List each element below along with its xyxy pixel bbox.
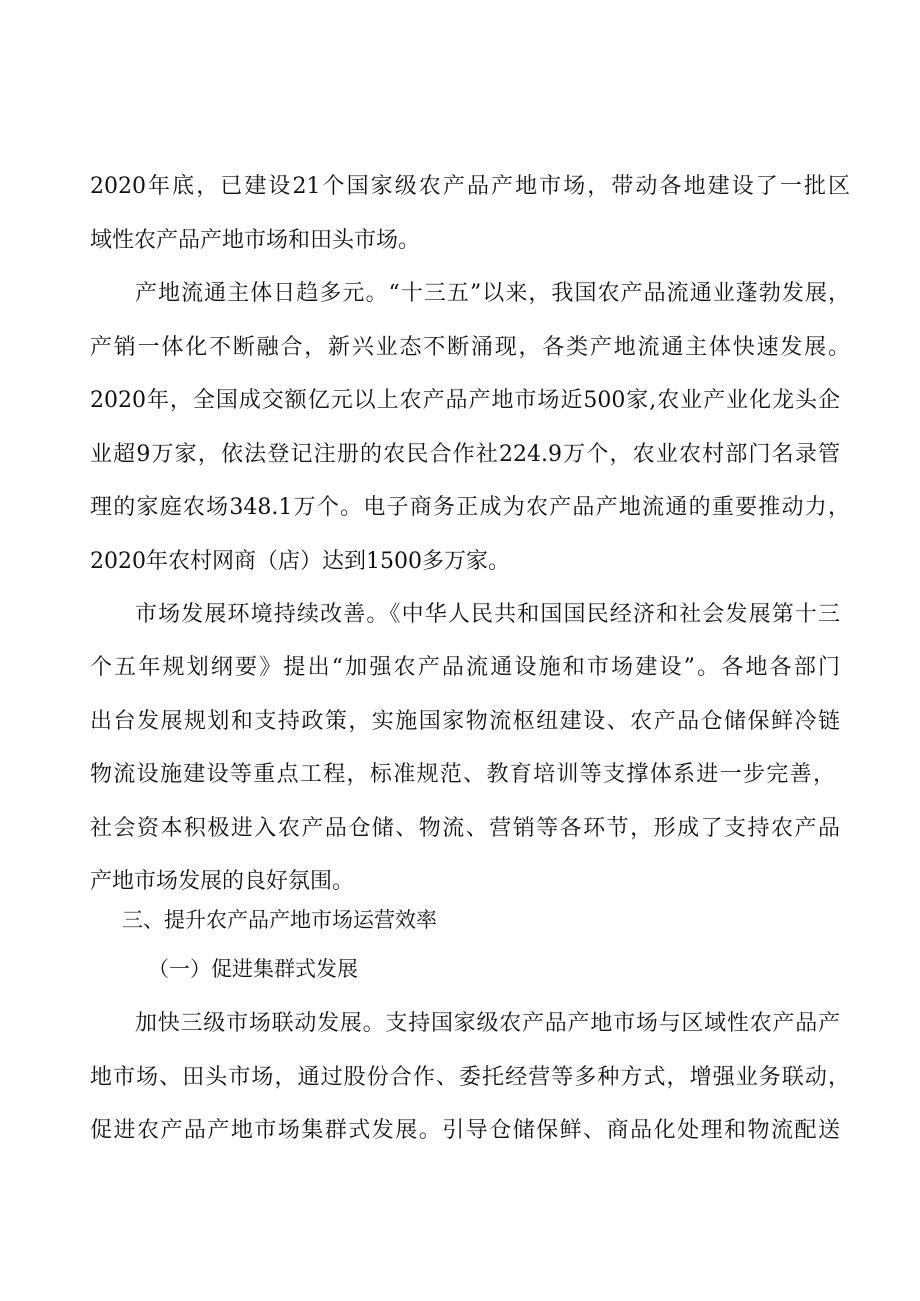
paragraph-line: 2020年底，已建设21个国家级农产品产地市场，带动各地建设了一批区 (90, 174, 850, 199)
paragraph-line: 地市场、田头市场，通过股份合作、委托经营等多种方式，增强业务联动， (90, 1065, 850, 1090)
paragraph-line: 产地市场发展的良好氛围。 (90, 869, 355, 894)
paragraph-line: 业超9万家，依法登记注册的农民合作社224.9万个，农业农村部门名录管 (90, 442, 840, 467)
paragraph-line: 促进农产品产地市场集群式发展。引导仓储保鲜、商品化处理和物流配送 (90, 1118, 840, 1143)
paragraph-line: 2020年，全国成交额亿元以上农产品产地市场近500家,农业产业化龙头企 (90, 388, 840, 413)
paragraph-line: 社会资本积极进入农产品仓储、物流、营销等各环节，形成了支持农产品 (90, 816, 840, 841)
paragraph-line: 个五年规划纲要》提出“加强农产品流通设施和市场建设”。各地各部门 (90, 655, 840, 680)
subsection-heading: （一）促进集群式发展 (148, 957, 358, 981)
paragraph-line: 2020年农村网商（店）达到1500多万家。 (90, 549, 510, 574)
paragraph-line: 物流设施建设等重点工程，标准规范、教育培训等支撑体系进一步完善， (90, 762, 835, 787)
paragraph-line: 产销一体化不断融合，新兴业态不断涌现，各类产地流通主体快速发展。 (90, 335, 850, 360)
paragraph-line: 加快三级市场联动发展。支持国家级农产品产地市场与区域性农产品产 (135, 1011, 840, 1036)
paragraph-line: 产地流通主体日趋多元。“十三五”以来，我国农产品流通业蓬勃发展， (135, 281, 850, 306)
section-heading: 三、提升农产品产地市场运营效率 (122, 908, 437, 932)
paragraph-line: 出台发展规划和支持政策，实施国家物流枢纽建设、农产品仓储保鲜冷链 (90, 709, 840, 734)
paragraph-line: 理的家庭农场348.1万个。电子商务正成为农产品产地流通的重要推动力， (90, 495, 850, 520)
paragraph-line: 域性农产品产地市场和田头市场。 (90, 228, 421, 253)
paragraph-line: 市场发展环境持续改善。《中华人民共和国国民经济和社会发展第十三 (135, 602, 840, 627)
